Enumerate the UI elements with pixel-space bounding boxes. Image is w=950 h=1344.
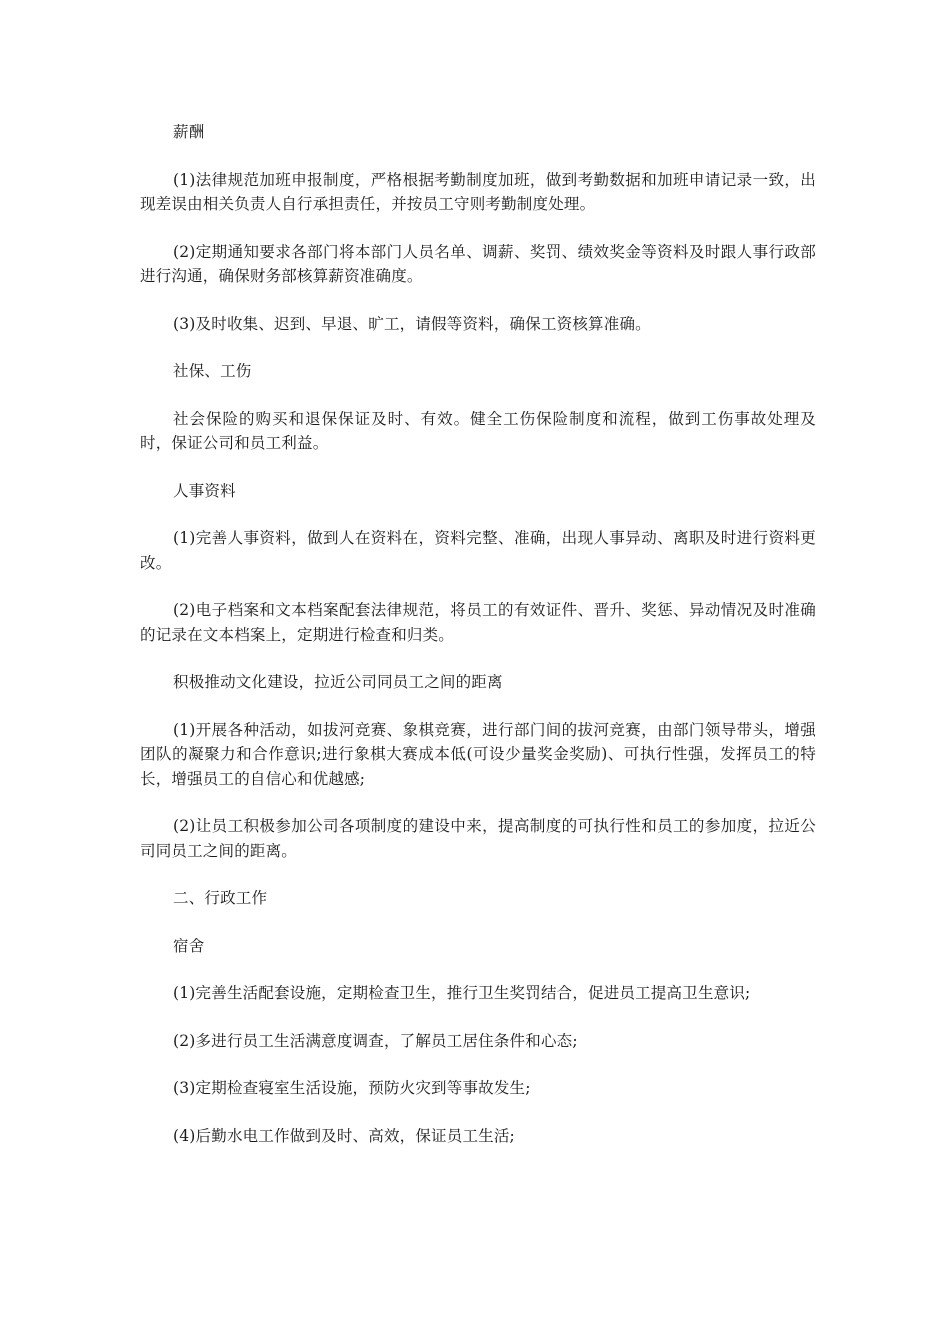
paragraph: (1)完善人事资料，做到人在资料在，资料完整、准确，出现人事异动、离职及时进行资料更改。	[140, 529, 816, 572]
paragraph: (2)让员工积极参加公司各项制度的建设中来，提高制度的可执行性和员工的参加度，拉近公司同员工之间的距离。	[140, 817, 816, 860]
paragraph: (4)后勤水电工作做到及时、高效，保证员工生活;	[173, 1126, 515, 1145]
paragraph: (2)定期通知要求各部门将本部门人员名单、调薪、奖罚、绩效奖金等资料及时跟人事行政部进行沟通，确保财务部核算薪资准确度。	[140, 242, 816, 285]
paragraph: (1)完善生活配套设施，定期检查卫生，推行卫生奖罚结合，促进员工提高卫生意识;	[173, 984, 751, 1002]
heading-administration: 二、行政工作	[173, 889, 268, 907]
paragraph: (2)电子档案和文本档案配套法律规范，将员工的有效证件、晋升、奖惩、异动情况及时准确的记录在文本档案上，定期进行检查和归类。	[140, 601, 816, 644]
paragraph: (1)法律规范加班申报制度，严格根据考勤制度加班，做到考勤数据和加班申请记录一致，出现差误由相关负责人自行承担责任，并按员工守则考勤制度处理。	[140, 170, 816, 213]
heading-social-insurance: 社保、工伤	[173, 362, 252, 380]
heading-salary: 薪酬	[173, 123, 205, 141]
paragraph: (3)及时收集、迟到、早退、旷工，请假等资料，确保工资核算准确。	[173, 314, 651, 333]
heading-dormitory: 宿舍	[173, 936, 205, 955]
paragraph: (1)开展各种活动，如拔河竞赛、象棋竞赛，进行部门间的拔河竞赛，由部门领导带头，增强团队的凝聚力和合作意识;进行象棋大赛成本低(可设少量奖金奖励)、可执行性强，发挥员工的特长，增强员工的自信心和优越感;	[140, 720, 816, 788]
paragraph: (2)多进行员工生活满意度调查，了解员工居住条件和心态;	[173, 1031, 578, 1050]
heading-personnel-records: 人事资料	[173, 481, 236, 500]
paragraph: 社会保险的购买和退保保证及时、有效。健全工伤保险制度和流程，做到工伤事故处理及时，保证公司和员工利益。	[140, 409, 816, 452]
paragraph: (3)定期检查寝室生活设施，预防火灾到等事故发生;	[173, 1079, 531, 1097]
heading-culture-building: 积极推动文化建设，拉近公司同员工之间的距离	[173, 673, 503, 691]
document-page	[140, 120, 816, 1171]
